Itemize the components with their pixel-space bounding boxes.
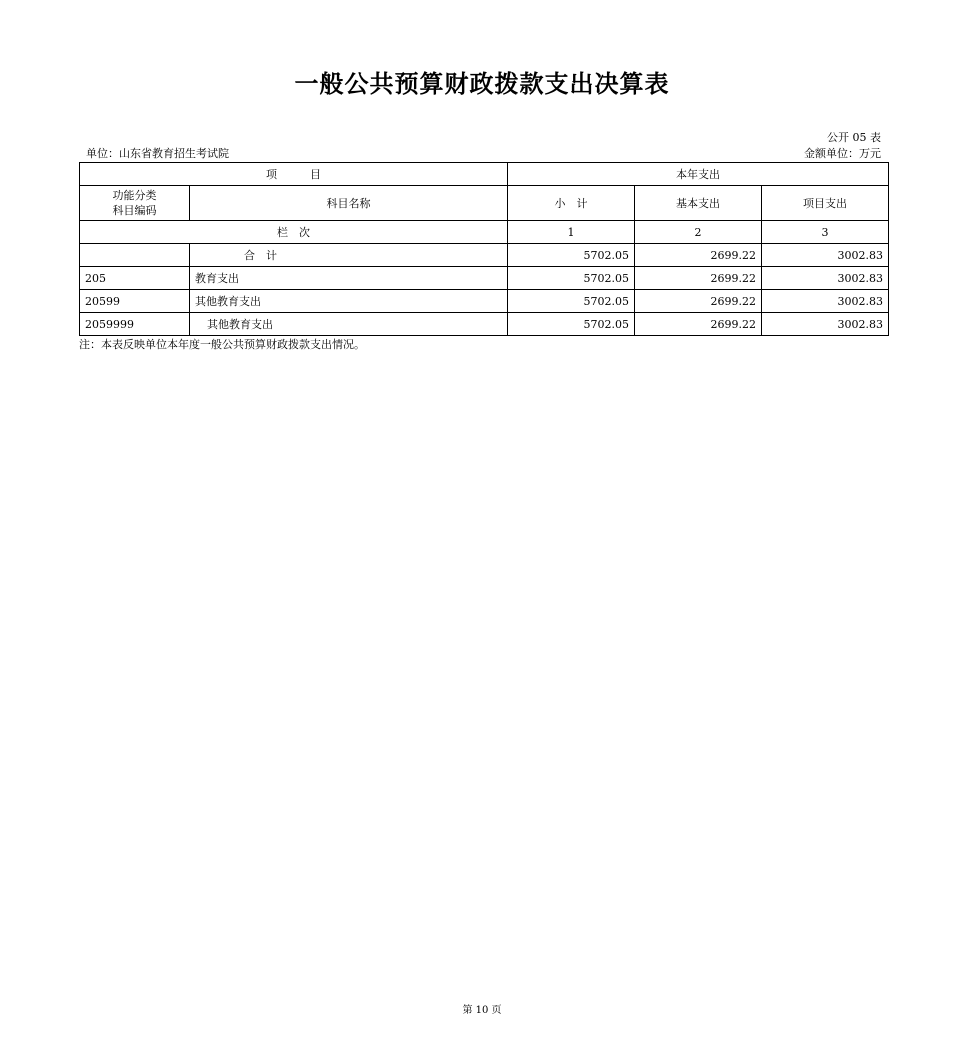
table-row [80, 313, 889, 336]
form-number: 公开 05 表 [827, 131, 881, 144]
row-basic: 2699.22 [635, 290, 762, 313]
header-subtotal: 小 计 [508, 186, 635, 221]
total-project: 3002.83 [762, 244, 889, 267]
row-subtotal: 5702.05 [508, 313, 635, 336]
header-func-code-label: 功能分类 科目编码 [112, 189, 157, 217]
row-basic: 2699.22 [635, 267, 762, 290]
total-basic: 2699.22 [635, 244, 762, 267]
table-header-row [80, 163, 889, 186]
column-number: 1 [508, 221, 635, 244]
row-project: 3002.83 [762, 267, 889, 290]
row-subtotal: 5702.05 [508, 290, 635, 313]
header-current-year: 本年支出 [508, 163, 889, 186]
table-note: 注：本表反映单位本年度一般公共预算财政拨款支出情况。 [79, 338, 365, 351]
total-label: 合 计 [190, 244, 508, 267]
header-func-code [80, 186, 190, 221]
header-subject-name: 科目名称 [190, 186, 508, 221]
total-subtotal: 5702.05 [508, 244, 635, 267]
row-code: 205 [80, 267, 190, 290]
row-basic: 2699.22 [635, 313, 762, 336]
expenditure-table [79, 162, 889, 336]
row-code: 2059999 [80, 313, 190, 336]
table-row [80, 267, 889, 290]
page-title: 一般公共预算财政拨款支出决算表 [294, 69, 670, 98]
column-number: 2 [635, 221, 762, 244]
row-name: 其他教育支出 [190, 313, 508, 336]
header-project-exp: 项目支出 [762, 186, 889, 221]
row-project: 3002.83 [762, 290, 889, 313]
column-number-row [80, 221, 889, 244]
reporting-unit: 单位：山东省教育招生考试院 [86, 147, 229, 160]
page-number: 第 10 页 [462, 1005, 502, 1016]
row-code: 20599 [80, 290, 190, 313]
table-row [80, 290, 889, 313]
row-project: 3002.83 [762, 313, 889, 336]
header-project: 项 目 [80, 163, 508, 186]
total-code-cell [80, 244, 190, 267]
column-number: 3 [762, 221, 889, 244]
row-name: 其他教育支出 [190, 290, 508, 313]
header-basic: 基本支出 [635, 186, 762, 221]
total-row [80, 244, 889, 267]
row-subtotal: 5702.05 [508, 267, 635, 290]
row-name: 教育支出 [190, 267, 508, 290]
column-row-label: 栏 次 [80, 221, 508, 244]
amount-unit: 金额单位：万元 [804, 147, 881, 160]
table-subheader-row [80, 186, 889, 221]
